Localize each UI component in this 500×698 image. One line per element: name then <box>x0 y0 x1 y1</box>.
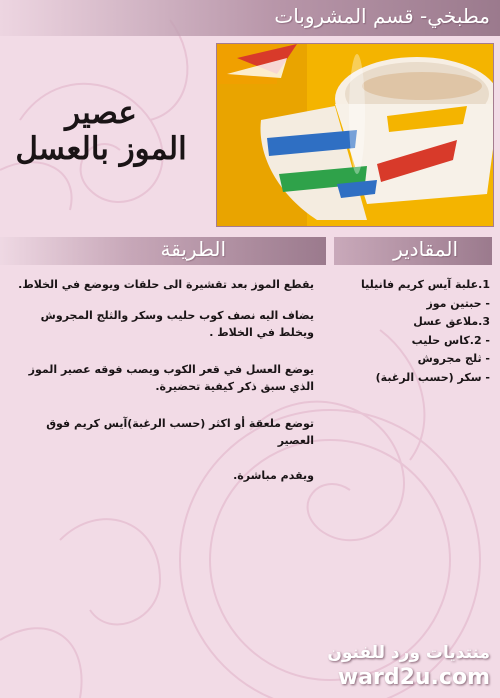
ingredient-item: - سكر (حسب الرغبة) <box>375 370 490 384</box>
juice-glass-illustration <box>217 44 493 226</box>
method-step: ويقدم مباشرة. <box>233 469 314 483</box>
method-heading: الطريقة <box>160 237 226 261</box>
method-step: يضاف اليه نصف كوب حليب وسكر والثلج المجروش ويخلط في الخلاط . <box>40 309 314 340</box>
site-url: ward2u.com <box>337 665 490 690</box>
ingredients-list <box>330 276 490 388</box>
forum-name: منتديات ورد للفنون <box>327 643 490 663</box>
method-section-bar <box>0 237 326 265</box>
method-step: يوضع العسل في قعر الكوب ويصب فوقه عصير الموز الذي سبق ذكر كيفية تحضيرة. <box>28 363 314 394</box>
ingredients-heading: المقادير <box>393 237 458 261</box>
ingredient-item: 3.ملاعق عسل <box>413 315 490 329</box>
ingredient-item: - ثلج مجروش <box>417 352 490 366</box>
recipe-title-line1: عصير <box>65 95 137 131</box>
ingredient-item: 1.علبة آيس كريم فانيليا <box>361 278 490 291</box>
banana-juice-photo <box>216 43 494 227</box>
ingredient-item: - حبتين موز <box>426 296 490 310</box>
ingredient-item: - 2.كاس حليب <box>411 333 490 347</box>
ingredients-section-bar <box>334 237 492 265</box>
method-step: توضع ملعقة أو اكثر (حسب الرغبة)آيس كريم فوق العصير <box>46 417 314 448</box>
method-step: يقطع الموز بعد تقشيرة الى حلقات ويوضع في الخلاط. <box>18 278 314 291</box>
header-title: مطبخي- قسم المشروبات <box>274 4 490 28</box>
method-steps <box>12 276 314 484</box>
recipe-title <box>6 96 196 167</box>
header-bar <box>0 0 500 36</box>
recipe-title-line2: الموز بالعسل <box>15 130 187 167</box>
watermark-footer <box>327 643 490 690</box>
